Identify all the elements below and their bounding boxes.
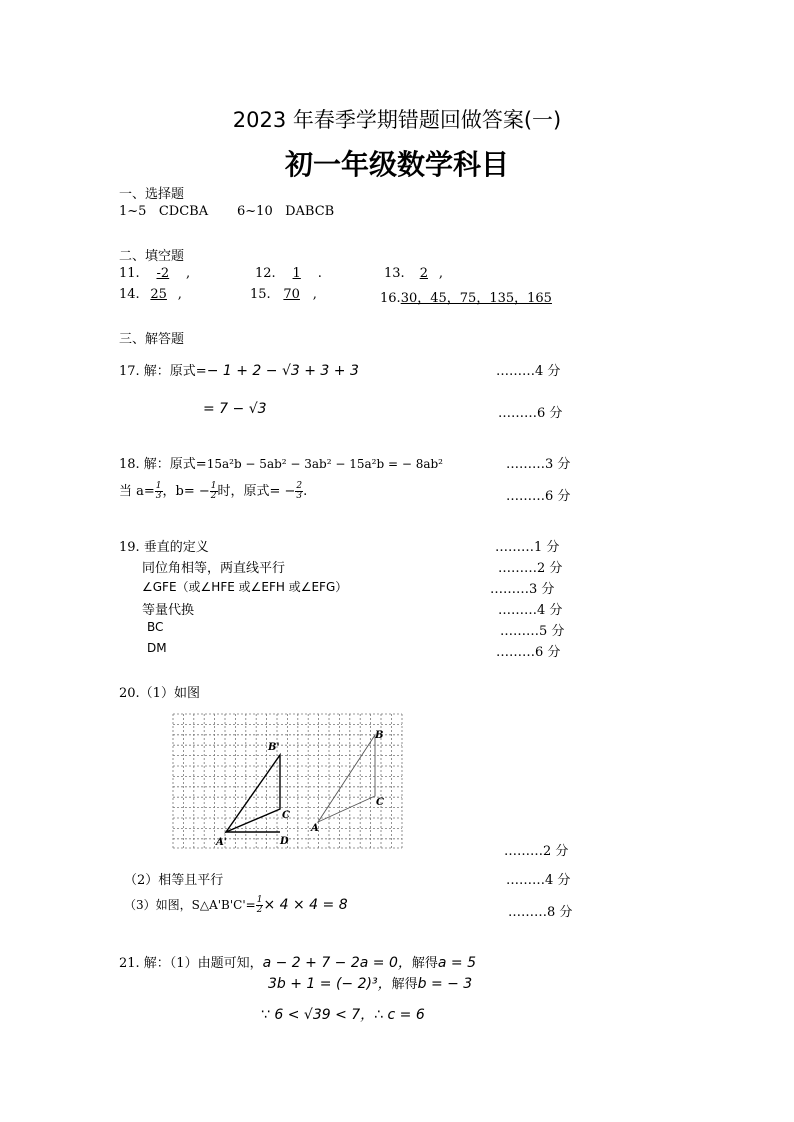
q21-line3: ∵ 6 < √39 < 7，∴ c = 6 bbox=[261, 1007, 425, 1023]
q20-score2: ………4 分 bbox=[506, 873, 571, 888]
answer-16: 16.30，45，75，135，165 bbox=[380, 291, 552, 306]
label-d: D bbox=[280, 836, 289, 847]
label-a-prime: A' bbox=[216, 837, 227, 848]
page-subtitle: 初一年级数学科目 bbox=[284, 148, 509, 181]
grid-lines bbox=[173, 714, 402, 848]
q19-score: ………6 分 bbox=[496, 645, 561, 660]
q19-row: BC bbox=[147, 620, 164, 634]
q18-line1: 18. 解：原式=15a²b − 5ab² − 3ab² − 15a²b = − 8ab² bbox=[119, 457, 443, 472]
grid-figure bbox=[172, 712, 404, 850]
q20-score1: ………2 分 bbox=[504, 844, 569, 859]
triangle-original bbox=[318, 735, 375, 822]
q20-score3: ………8 分 bbox=[508, 905, 573, 920]
q20-part3: （3）如图，S△A'B'C'= $\frac{1}{2}$ × 4 × 4 = 8 bbox=[124, 895, 348, 915]
q17-line1: 17. 解：原式=− 1 + 2 − √3 + 3 + 3 bbox=[119, 363, 359, 379]
q21-line2: 3b + 1 = (− 2)³，解得b = − 3 bbox=[268, 976, 473, 992]
label-c-prime: C bbox=[282, 810, 290, 821]
answer-13: 13. 2 , bbox=[384, 266, 443, 281]
q19-score: ………5 分 bbox=[500, 624, 565, 639]
q19-score: ………3 分 bbox=[490, 582, 555, 597]
label-b: B bbox=[375, 730, 384, 741]
q19-row: ∠GFE（或∠HFE 或∠EFH 或∠EFG） bbox=[142, 580, 348, 594]
q18-score1: ………3 分 bbox=[506, 457, 571, 472]
choice-answers: 1~5 CDCBA 6~10 DABCB bbox=[119, 204, 335, 219]
q19-score: ………4 分 bbox=[498, 603, 563, 618]
q17-score2: ………6 分 bbox=[498, 406, 563, 421]
q18-line2: 当 a= $\frac{1}{3}$ ，b= − $\frac{1}{2}$ 时，原式= − $\frac{2}{3}$ . bbox=[119, 481, 308, 501]
label-a: A bbox=[311, 823, 319, 834]
page-title: 2023 年春季学期错题回做答案(一) bbox=[232, 108, 562, 132]
answer-11: 11. -2 , bbox=[119, 266, 191, 281]
q21-line1: 21. 解：（1）由题可知，a − 2 + 7 − 2a = 0，解得a = 5 bbox=[119, 955, 477, 971]
triangle-translated bbox=[226, 755, 280, 832]
q20-part1: 20.（1）如图 bbox=[119, 686, 200, 701]
label-b-prime: B' bbox=[268, 742, 280, 753]
q17-score1: ………4 分 bbox=[496, 364, 561, 379]
section-heading-choice: 一、选择题 bbox=[119, 187, 185, 202]
q19-row: 同位角相等，两直线平行 bbox=[142, 561, 286, 576]
section-heading-solve: 三、解答题 bbox=[119, 332, 185, 347]
q19-score: ………1 分 bbox=[495, 540, 560, 555]
q17-line2: = 7 − √3 bbox=[203, 401, 267, 417]
q19-row: 等量代换 bbox=[142, 603, 195, 618]
q19-score: ………2 分 bbox=[498, 561, 563, 576]
answer-12: 12. 1 . bbox=[255, 266, 322, 281]
label-c: C bbox=[376, 797, 384, 808]
q19-row: DM bbox=[147, 641, 167, 655]
q19-row: 19. 垂直的定义 bbox=[119, 540, 209, 555]
q18-score2: ………6 分 bbox=[506, 489, 571, 504]
answer-14: 14. 25 , bbox=[119, 287, 182, 302]
q20-part2: （2）相等且平行 bbox=[124, 873, 224, 888]
answer-15: 15. 70 , bbox=[250, 287, 317, 302]
section-heading-fill: 二、填空题 bbox=[119, 249, 185, 264]
